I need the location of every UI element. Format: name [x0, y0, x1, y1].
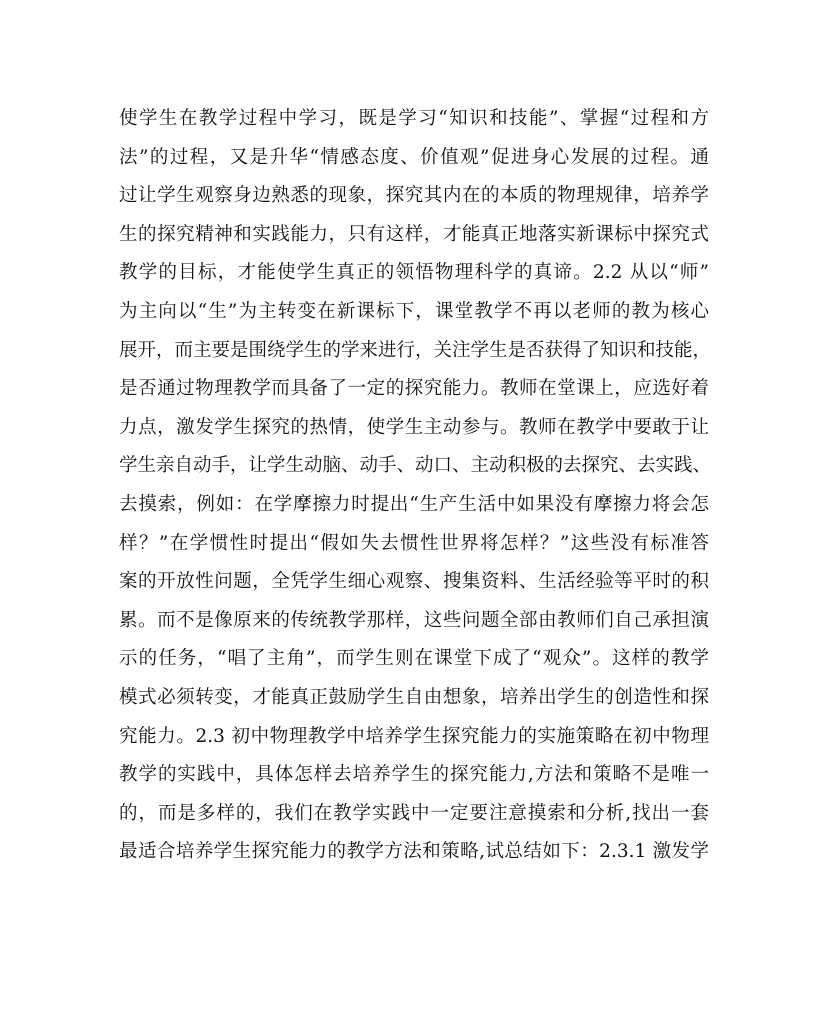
text-line: 教学的实践中，具体怎样去培养学生的探究能力,方法和策略不是唯一 [119, 764, 709, 786]
text-line: 最适合培养学生探究能力的教学方法和策略,试总结如下：2.3.1 激发学 [119, 841, 709, 863]
text-line: 教学的目标，才能使学生真正的领悟物理科学的真谛。2.2 从以“师” [119, 262, 709, 284]
text-line: 是否通过物理教学而具备了一定的探究能力。教师在堂课上，应选好着 [119, 378, 709, 400]
text-line: 为主向以“生”为主转变在新课标下，课堂教学不再以老师的教为核心 [119, 300, 709, 322]
text-line: 的，而是多样的，我们在教学实践中一定要注意摸索和分析,找出一套 [119, 802, 709, 824]
text-line: 累。而不是像原来的传统教学那样，这些问题全部由教师们自己承担演 [119, 609, 709, 631]
text-line: 学生亲自动手，让学生动脑、动手、动口、主动积极的去探究、去实践、 [119, 455, 712, 477]
text-line: 模式必须转变，才能真正鼓励学生自由想象，培养出学生的创造性和探 [119, 686, 709, 708]
text-line: 过让学生观察身边熟悉的现象，探究其内在的本质的物理规律，培养学 [119, 185, 709, 207]
text-line: 生的探究精神和实践能力，只有这样，才能真正地落实新课标中探究式 [119, 223, 709, 245]
text-line: 究能力。2.3 初中物理教学中培养学生探究能力的实施策略在初中物理 [119, 725, 709, 747]
text-line: 示的任务，“唱了主角”，而学生则在课堂下成了“观众”。这样的教学 [119, 648, 709, 670]
text-line: 展开，而主要是围绕学生的学来进行，关注学生是否获得了知识和技能， [119, 339, 712, 361]
text-line: 法”的过程，又是升华“情感态度、价值观”促进身心发展的过程。通 [119, 146, 709, 168]
text-line: 样？”在学惯性时提出“假如失去惯性世界将怎样？”这些没有标准答 [119, 532, 709, 554]
text-line: 案的开放性问题，全凭学生细心观察、搜集资料、生活经验等平时的积 [119, 571, 709, 593]
text-line: 使学生在教学过程中学习，既是学习“知识和技能”、掌握“过程和方 [119, 108, 709, 129]
text-line: 去摸索，例如：在学摩擦力时提出“生产生活中如果没有摩擦力将会怎 [119, 493, 709, 515]
text-line: 力点，激发学生探究的热情，使学生主动参与。教师在教学中要敢于让 [119, 416, 709, 438]
body-paragraph [119, 100, 712, 872]
